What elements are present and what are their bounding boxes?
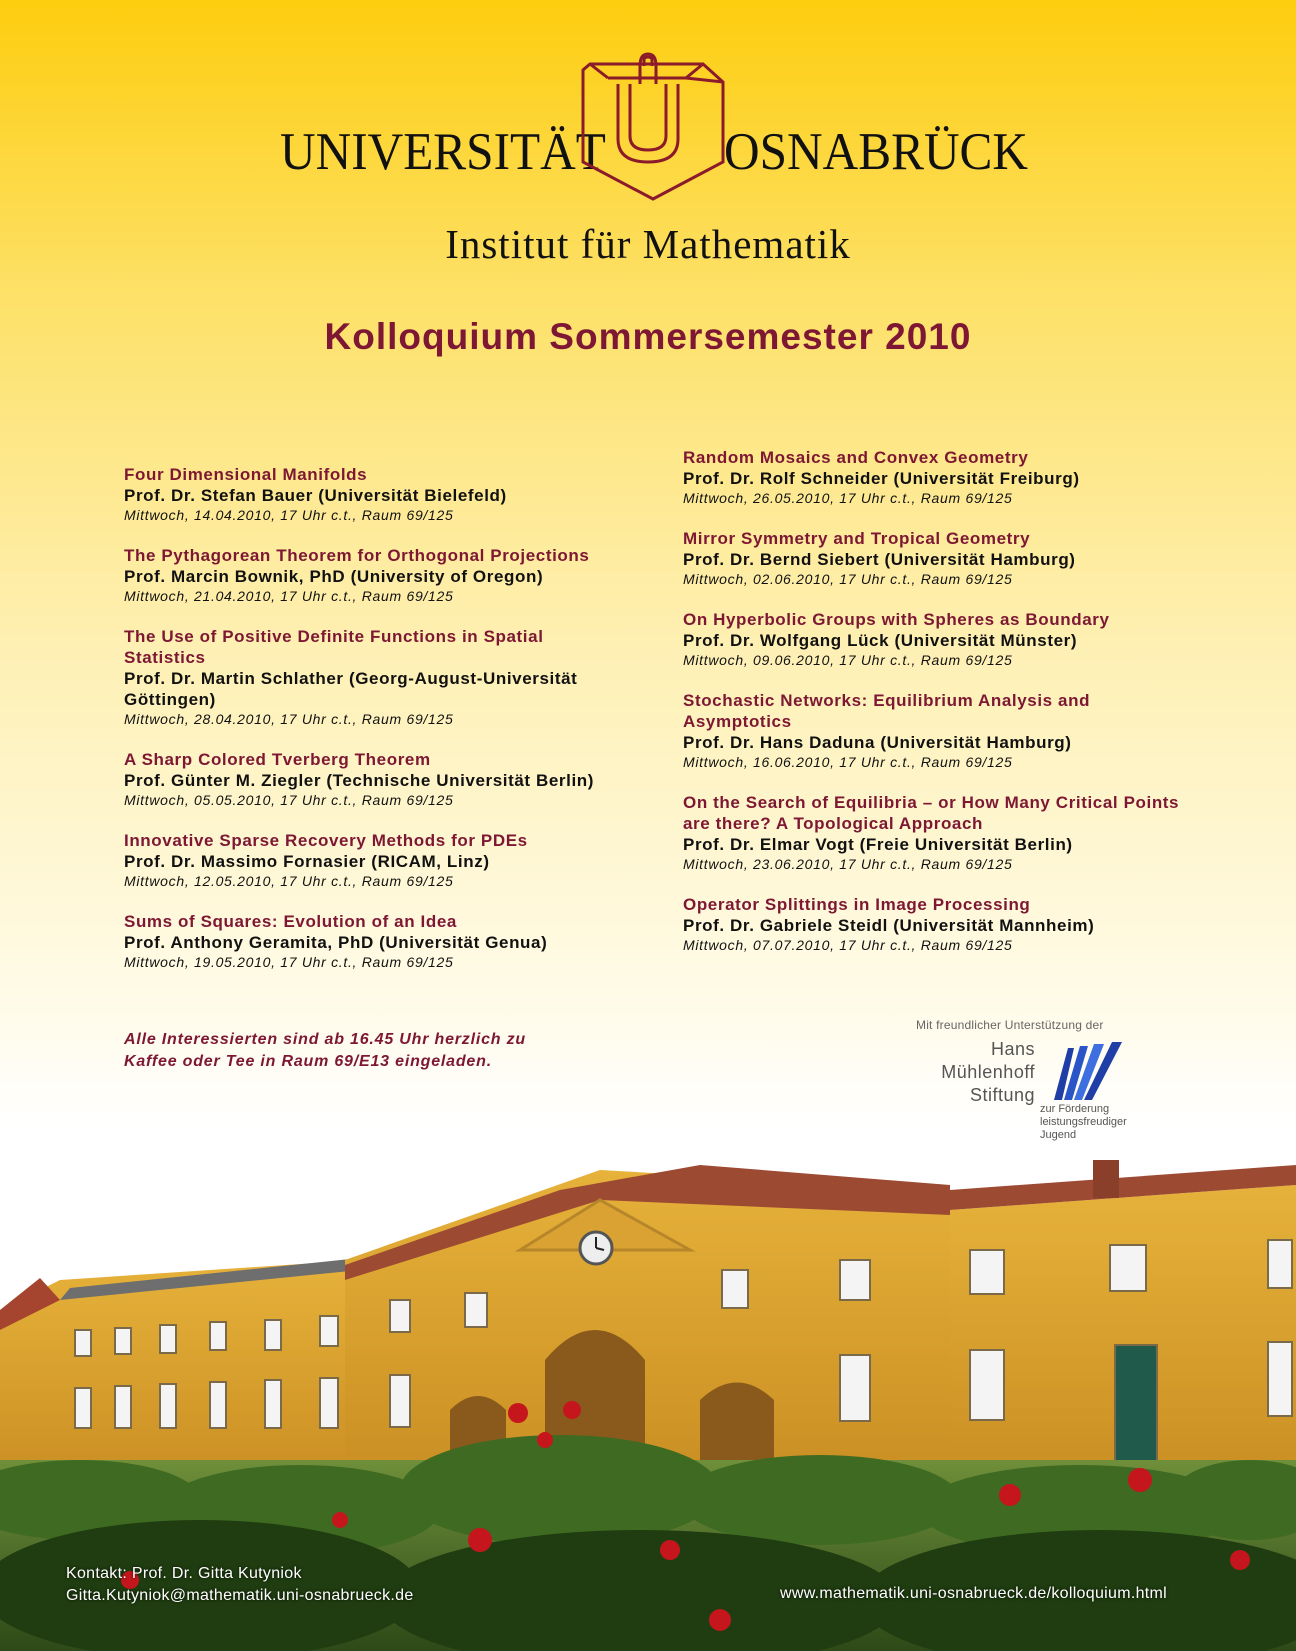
talk-date: Mittwoch, 14.04.2010, 17 Uhr c.t., Raum 69/125: [124, 507, 454, 523]
talk-speaker: Prof. Marcin Bownik, PhD (University of Oregon): [124, 567, 544, 586]
institute-name: Institut für Mathematik: [445, 221, 851, 267]
talk-entry: [683, 690, 1183, 772]
talk-entry: [124, 749, 624, 810]
talk-date: Mittwoch, 05.05.2010, 17 Uhr c.t., Raum 69/125: [124, 792, 454, 808]
talk-entry: [124, 911, 624, 972]
page-title: Kolloquium Sommersemester 2010: [324, 316, 972, 357]
talk-date: Mittwoch, 28.04.2010, 17 Uhr c.t., Raum 69/125: [124, 711, 454, 727]
talk-speaker: Prof. Dr. Elmar Vogt (Freie Universität Berlin): [683, 835, 1073, 854]
talk-entry: [683, 528, 1183, 589]
talk-title: Four Dimensional Manifolds: [124, 465, 368, 484]
talk-title: Sums of Squares: Evolution of an Idea: [124, 912, 457, 931]
talk-entry: [683, 447, 1183, 508]
talk-title: A Sharp Colored Tverberg Theorem: [124, 750, 431, 769]
talk-date: Mittwoch, 02.06.2010, 17 Uhr c.t., Raum 69/125: [683, 571, 1013, 587]
sponsor-logo-icon: [1050, 1040, 1124, 1102]
talk-date: Mittwoch, 07.07.2010, 17 Uhr c.t., Raum 69/125: [683, 937, 1013, 953]
talk-entry: [683, 894, 1183, 955]
talks-right-column: [683, 447, 1183, 975]
talks-left-column: [124, 464, 624, 992]
talk-title: The Use of Positive Definite Functions in Spatial Statistics: [124, 627, 544, 667]
talk-date: Mittwoch, 19.05.2010, 17 Uhr c.t., Raum 69/125: [124, 954, 454, 970]
talk-date: Mittwoch, 21.04.2010, 17 Uhr c.t., Raum 69/125: [124, 588, 454, 604]
talk-entry: [683, 609, 1183, 670]
talk-entry: [124, 626, 624, 729]
sponsor-name-line-3: Stiftung: [969, 1085, 1035, 1105]
talk-title: The Pythagorean Theorem for Orthogonal Projections: [124, 546, 590, 565]
talk-speaker: Prof. Dr. Massimo Fornasier (RICAM, Linz): [124, 852, 490, 871]
university-name-left: UNIVERSITÄT: [280, 123, 606, 181]
talk-speaker: Prof. Anthony Geramita, PhD (Universität Genua): [124, 933, 548, 952]
talk-speaker: Prof. Günter M. Ziegler (Technische Universität Berlin): [124, 771, 595, 790]
sponsor-tagline: [1040, 1103, 1127, 1142]
sponsor-tagline-line-3: Jugend: [1040, 1129, 1077, 1141]
talk-entry: [124, 464, 624, 525]
talk-title: Operator Splittings in Image Processing: [683, 895, 1031, 914]
sponsor-tagline-line-2: leistungsfreudiger: [1040, 1116, 1127, 1128]
talk-speaker: Prof. Dr. Wolfgang Lück (Universität Münster): [683, 631, 1078, 650]
talk-speaker: Prof. Dr. Bernd Siebert (Universität Hamburg): [683, 550, 1076, 569]
sponsor-tagline-line-1: zur Förderung: [1040, 1103, 1110, 1115]
talk-speaker: Prof. Dr. Gabriele Steidl (Universität Mannheim): [683, 916, 1095, 935]
talk-date: Mittwoch, 26.05.2010, 17 Uhr c.t., Raum 69/125: [683, 490, 1013, 506]
invitation-line-1: Alle Interessierten sind ab 16.45 Uhr herzlich zu: [124, 1031, 526, 1048]
sponsor-name: [905, 1038, 1035, 1107]
sponsor-intro: Mit freundlicher Unterstützung der: [916, 1018, 1104, 1032]
coffee-invitation: [124, 1029, 594, 1073]
contact-email[interactable]: Gitta.Kutyniok@mathematik.uni-osnabrueck.de: [66, 1587, 414, 1604]
invitation-line-2: Kaffee oder Tee in Raum 69/E13 eingeladen.: [124, 1053, 492, 1070]
talk-speaker: Prof. Dr. Rolf Schneider (Universität Freiburg): [683, 469, 1080, 488]
talk-date: Mittwoch, 23.06.2010, 17 Uhr c.t., Raum 69/125: [683, 856, 1013, 872]
talk-title: Random Mosaics and Convex Geometry: [683, 448, 1029, 467]
talk-entry: [124, 830, 624, 891]
talk-title: Innovative Sparse Recovery Methods for PDEs: [124, 831, 528, 850]
sponsor-name-line-2: Mühlenhoff: [941, 1062, 1035, 1082]
talk-speaker: Prof. Dr. Martin Schlather (Georg-August-Universität Göttingen): [124, 669, 578, 709]
talk-title: Stochastic Networks: Equilibrium Analysis and Asymptotics: [683, 691, 1091, 731]
talk-title: On the Search of Equilibria – or How Many Critical Points are there? A Topological Approach: [683, 793, 1180, 833]
talk-entry: [683, 792, 1183, 874]
sponsor-name-line-1: Hans: [990, 1039, 1035, 1059]
talk-speaker: Prof. Dr. Hans Daduna (Universität Hamburg): [683, 733, 1072, 752]
website-link[interactable]: www.mathematik.uni-osnabrueck.de/kolloquium.html: [780, 1585, 1168, 1602]
talk-date: Mittwoch, 12.05.2010, 17 Uhr c.t., Raum 69/125: [124, 873, 454, 889]
university-crest-icon: [578, 44, 728, 204]
talk-date: Mittwoch, 16.06.2010, 17 Uhr c.t., Raum 69/125: [683, 754, 1013, 770]
talk-title: On Hyperbolic Groups with Spheres as Boundary: [683, 610, 1110, 629]
talk-title: Mirror Symmetry and Tropical Geometry: [683, 529, 1031, 548]
talk-entry: [124, 545, 624, 606]
contact-name: Kontakt: Prof. Dr. Gitta Kutyniok: [66, 1565, 302, 1582]
university-name-right: OSNABRÜCK: [724, 123, 1029, 181]
contact-info: [66, 1563, 414, 1607]
talk-date: Mittwoch, 09.06.2010, 17 Uhr c.t., Raum 69/125: [683, 652, 1013, 668]
talk-speaker: Prof. Dr. Stefan Bauer (Universität Bielefeld): [124, 486, 507, 505]
